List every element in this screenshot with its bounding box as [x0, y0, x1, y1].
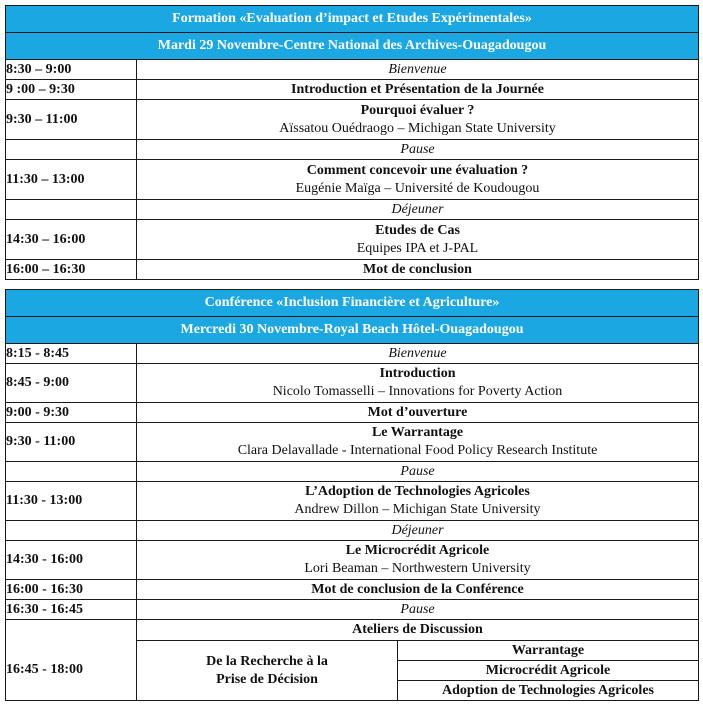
table-row [6, 60, 699, 80]
session-time: 8:30 – 9:00 [6, 60, 137, 80]
session-time: 9:30 – 11:00 [6, 100, 137, 140]
session-time: 16:00 – 16:30 [6, 260, 137, 280]
session-title: Mot de conclusion de la Conférence [137, 580, 699, 600]
session-time: 16:30 - 16:45 [6, 600, 137, 620]
session-speaker: Clara Delavallade - International Food Policy Research Institute [237, 443, 598, 458]
session-time: 14:30 – 16:00 [6, 220, 137, 260]
session-time [6, 140, 137, 160]
table-row [6, 260, 699, 280]
workshop-topic: Warrantage [398, 641, 699, 661]
session-cell [137, 100, 699, 140]
session-time: 9:30 - 11:00 [6, 423, 137, 462]
table-row [6, 462, 699, 482]
session-cell [137, 364, 699, 403]
session-time: 11:30 - 13:00 [6, 482, 137, 521]
day1-schedule-table [5, 5, 699, 280]
ateliers-label-line1: De la Recherche à la [206, 653, 328, 669]
session-title: Introduction [379, 366, 456, 381]
table-row [6, 482, 699, 521]
session-speaker: Lori Beaman – Northwestern University [304, 561, 531, 576]
workshop-topic: Microcrédit Agricole [398, 661, 699, 681]
table-row [6, 344, 699, 364]
session-title: Déjeuner [137, 200, 699, 220]
session-title: Comment concevoir une évaluation ? [306, 162, 529, 178]
table-row [6, 541, 699, 580]
day2-title: Conférence «Inclusion Financière et Agriculture» [6, 290, 699, 317]
day1-subtitle: Mardi 29 Novembre-Centre National des Archives-Ouagadougou [6, 33, 699, 60]
session-speaker: Nicolo Tomasselli – Innovations for Poverty Action [272, 384, 563, 399]
session-title: Introduction et Présentation de la Journée [137, 80, 699, 100]
session-time: 9 :00 – 9:30 [6, 80, 137, 100]
session-title: Pourquoi évaluer ? [360, 102, 475, 118]
session-title: Mot d’ouverture [137, 403, 699, 423]
day2-subtitle: Mercredi 30 Novembre-Royal Beach Hôtel-Ouagadougou [6, 317, 699, 344]
ateliers-title: Ateliers de Discussion [137, 620, 699, 641]
session-title: Mot de conclusion [137, 260, 699, 280]
session-time: 8:45 - 9:00 [6, 364, 137, 403]
session-title: Etudes de Cas [375, 222, 460, 238]
session-cell [137, 160, 699, 200]
ateliers-label [137, 641, 398, 701]
table-row [6, 100, 699, 140]
table-row [6, 580, 699, 600]
session-cell [137, 482, 699, 521]
table-row [6, 364, 699, 403]
session-speaker: Equipes IPA et J-PAL [356, 240, 479, 256]
session-time: 8:15 - 8:45 [6, 344, 137, 364]
table-row [6, 423, 699, 462]
session-title: Pause [137, 600, 699, 620]
session-speaker: Andrew Dillon – Michigan State University [294, 502, 541, 517]
session-time [6, 521, 137, 541]
day1-title: Formation «Evaluation d’impact et Etudes Expérimentales» [6, 6, 699, 33]
session-time: 14:30 - 16:00 [6, 541, 137, 580]
table-row [6, 140, 699, 160]
session-title: L’Adoption de Technologies Agricoles [305, 484, 530, 499]
session-time: 11:30 – 13:00 [6, 160, 137, 200]
session-cell [137, 220, 699, 260]
session-time [6, 462, 137, 482]
session-cell [137, 423, 699, 462]
session-title: Bienvenue [137, 60, 699, 80]
ateliers-time: 16:45 - 18:00 [6, 641, 137, 701]
session-time: 16:00 - 16:30 [6, 580, 137, 600]
session-title: Bienvenue [137, 344, 699, 364]
session-time: 9:00 - 9:30 [6, 403, 137, 423]
table-row [6, 160, 699, 200]
session-title: Déjeuner [137, 521, 699, 541]
table-row [6, 403, 699, 423]
session-title: Le Microcrédit Agricole [345, 543, 490, 558]
session-time [6, 200, 137, 220]
session-cell [137, 541, 699, 580]
session-title: Pause [137, 462, 699, 482]
session-speaker: Aïssatou Ouédraogo – Michigan State University [279, 120, 556, 136]
table-row [6, 641, 699, 661]
table-row [6, 220, 699, 260]
day2-schedule-table [5, 289, 699, 701]
workshop-topic: Adoption de Technologies Agricoles [398, 681, 699, 701]
table-row [6, 521, 699, 541]
session-title: Le Warrantage [371, 425, 464, 440]
ateliers-label-line2: Prise de Décision [216, 671, 318, 687]
table-row [6, 600, 699, 620]
table-row [6, 620, 699, 641]
session-title: Pause [137, 140, 699, 160]
table-row [6, 200, 699, 220]
session-speaker: Eugénie Maïga – Université de Koudougou [295, 180, 540, 196]
table-row [6, 80, 699, 100]
